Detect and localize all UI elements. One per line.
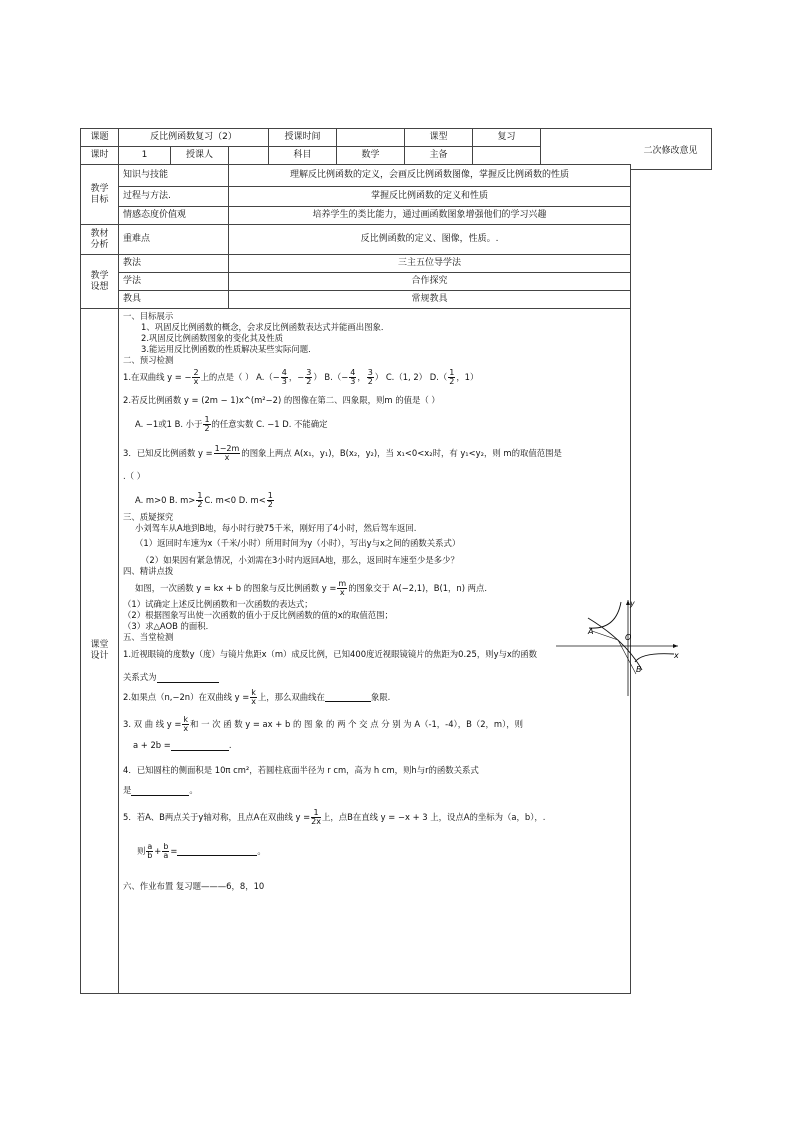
inquiry-q2: （2）如果因有紧急情况，小刘需在3小时内返回A地，那么，返回时车速至少是多少？: [141, 555, 459, 565]
inquiry-text: 小刘驾车从A地到B地，每小时行驶75千米，刚好用了4小时，然后驾车返回.: [135, 523, 417, 533]
goal-value-process: 掌握反比例函数的定义和性质: [229, 187, 631, 207]
goal-label-emotion: 情感态度价值观: [119, 207, 229, 225]
topic-label: 课题: [81, 129, 119, 147]
analysis-value: 反比例函数的定义、图像，性质。.: [229, 225, 631, 255]
goal-label-process: 过程与方法.: [119, 187, 229, 207]
check-1: 1.近视眼镜的度数y（度）与镜片焦距x（m）成反比例，已知400度近视眼镜镜片的焦距为0.25，则y与x的函数: [123, 649, 537, 659]
question-2: 2.若反比例函数 y = (2m − 1)x^(m²−2) 的图像在第二、四象限，则m 的值是（ ）: [123, 395, 440, 405]
check-5: 5．若A、B两点关于y轴对称，且点A在双曲线 y = $\frac{1}{2x}$ 上，点B在直线 y = −x + 3 上，设点A的坐标为（a，b），.: [123, 807, 546, 826]
time-label: 授课时间: [269, 129, 337, 147]
topic-value: 反比例函数复习（2）: [119, 129, 269, 147]
teacher-value: [229, 147, 269, 165]
explain-q3: （3）求△AOB 的面积．: [123, 621, 214, 631]
goal-value-knowledge: 理解反比例函数的定义，会画反比例函数图像，掌握反比例函数的性质: [229, 165, 631, 187]
check-4-answer: 是 。: [123, 785, 198, 795]
design-label-method: 教法: [119, 255, 229, 273]
question-2-options: A. −1或1 B. 小于 $\frac{1}{2}$ 的任意实数 C. −1 D. 不能确定: [135, 414, 328, 433]
revision-note-header: 二次修改意见: [630, 128, 712, 170]
hours-value: 1: [119, 147, 171, 165]
explain-q2: （2）根据图象写出使一次函数的值小于反比例函数的值的x的取值范围；: [123, 610, 393, 620]
design-value-method: 三主五位导学法: [229, 255, 631, 273]
explain-q1: （1）试确定上述反比例函数和一次函数的表达式；: [123, 599, 313, 609]
check-5-answer: 则 $\frac{a}{b}$ + $\frac{b}{a}$ = 。: [137, 841, 266, 860]
section-explain: 四、精讲点拨: [123, 566, 174, 576]
teacher-label: 授课人: [171, 147, 229, 165]
hours-label: 课时: [81, 147, 119, 165]
inquiry-q1: （1）返回时车速为x（千米/小时）所用时间为y（小时），写出y与x之间的函数关系式）: [135, 538, 461, 548]
design-label-tools: 教具: [119, 291, 229, 309]
axis-x-label: x: [674, 651, 679, 660]
question-3: 3．已知反比例函数 y = $\frac{1-2m}{x}$ 的图象上两点 A(x₁，y₁)，B(x₂，y₂)，当 x₁<0<x₂时，有 y₁<y₂，则 m的取值范围是: [123, 443, 562, 462]
origin-label: O: [625, 633, 632, 642]
explain-text: 如图，一次函数 y = kx + b 的图象与反比例函数 y = $\frac{m}{x}$ 的图象交于 A(−2,1)，B(1，n) 两点．: [135, 578, 493, 597]
section-inquiry: 三、质疑探究: [123, 512, 174, 522]
goal-value-emotion: 培养学生的类比能力，通过画函数图象增强他们的学习兴趣: [229, 207, 631, 225]
question-3-options: A. m>0 B. m> $\frac{1}{2}$ C. m<0 D. m< $\frac{1}{2}$: [135, 490, 273, 509]
analysis-label: 重难点: [119, 225, 229, 255]
point-a-label: A: [588, 627, 594, 636]
check-2: 2.如果点（n,−2n）在双曲线 y = $\frac{k}{x}$ 上，那么双曲线在 象限.: [123, 687, 391, 706]
section-homework: 六、作业布置 复习题———6，8，10: [123, 881, 265, 891]
spacer: [541, 129, 631, 165]
check-1-answer: 关系式为: [123, 672, 626, 683]
type-label: 课型: [405, 129, 473, 147]
function-graph: [548, 594, 686, 698]
check-4: 4．已知圆柱的侧面积是 10π cm²，若圆柱底面半径为 r cm，高为 h cm，则h与r的函数关系式: [123, 765, 479, 775]
question-1: 1.在双曲线 y = − $\frac{2}{x}$ 上的点是（ ） A.（− $\frac{4}{3}$ ，− $\frac{3}{2}$ ） B.（− $\frac{4}{3}$ ， $\frac{3}{2}$ ） C.（1, 2） D.（ $\frac{1}{2}$ ，1）: [123, 367, 479, 386]
subject-label: 科目: [269, 147, 337, 165]
goal-label-knowledge: 知识与技能: [119, 165, 229, 187]
point-b-label: B: [636, 665, 642, 674]
preparer-value: [473, 147, 541, 165]
analysis-group-label: 教材分析: [81, 225, 119, 255]
axis-y-label: y: [630, 599, 635, 608]
subject-value: 数学: [337, 147, 405, 165]
type-value: 复习: [473, 129, 541, 147]
goal-item: 3.能运用反比例函数的性质解决某些实际问题．: [141, 344, 317, 354]
goal-item: 1、巩固反比例函数的概念，会求反比例函数表达式并能画出图象．: [141, 322, 390, 332]
goal-item: 2.巩固反比例函数图象的变化其及性质: [141, 333, 283, 343]
goals-group-label: 教学目标: [81, 165, 119, 225]
check-3: 3. 双 曲 线 y = $\frac{k}{x}$ 和 一 次 函 数 y = ax + b 的 图 象 的 两 个 交 点 分 别 为 A（-1，-4），B（2，m），则: [123, 714, 523, 733]
lesson-group-label: 课堂设计: [81, 309, 119, 994]
section-goals: 一、目标展示: [123, 311, 174, 321]
lesson-plan-table: [80, 128, 631, 994]
design-value-tools: 常规教具: [229, 291, 631, 309]
design-value-study: 合作探究: [229, 273, 631, 291]
question-3-cont: .（ ）: [123, 471, 146, 481]
design-label-study: 学法: [119, 273, 229, 291]
time-value: [337, 129, 405, 147]
section-check: 五、当堂检测: [123, 632, 174, 642]
section-preview: 二、预习检测: [123, 355, 174, 365]
check-3-answer: a + 2b = .: [133, 740, 232, 750]
preparer-label: 主备: [405, 147, 473, 165]
design-group-label: 教学设想: [81, 255, 119, 309]
